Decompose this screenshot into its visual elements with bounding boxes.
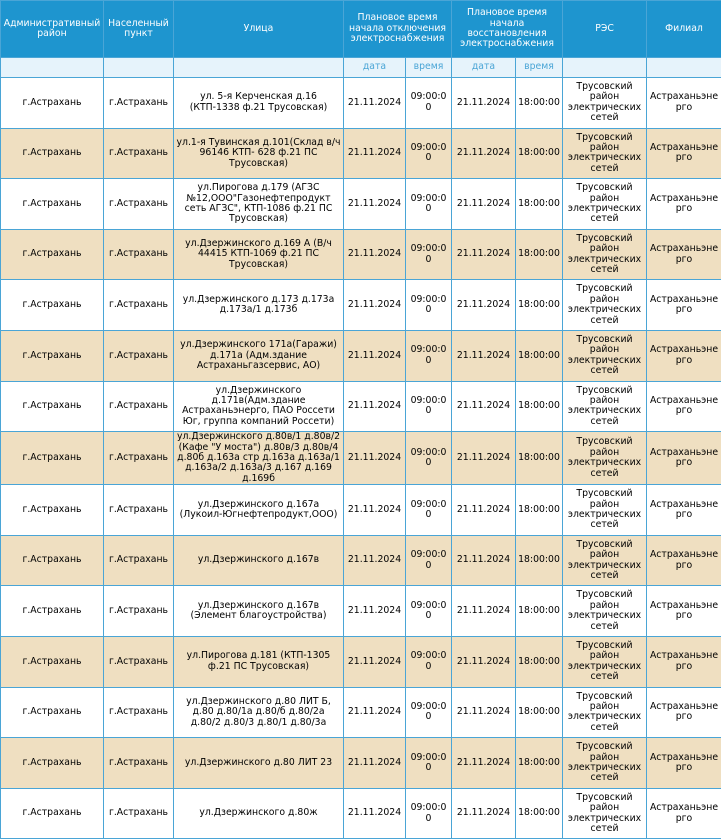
- cell-on-date: 21.11.2024: [452, 432, 516, 485]
- subheader-empty: [104, 58, 174, 78]
- cell-off-time: 09:00:00: [406, 432, 452, 485]
- cell-street: ул.Дзержинского д.167в: [174, 535, 344, 586]
- cell-street: ул.Дзержинского д.80в/1 д.80в/2 (Кафе "У моста") д.80в/3 д.80в/4 д.80б д.163а стр д.163а д.163а/1 д.163а/2 д.163а/3 д.167 д.169 д.169б: [174, 432, 344, 485]
- table-row: [1, 738, 721, 789]
- cell-branch: Астраханьэнерго: [647, 586, 721, 637]
- table-row: [1, 535, 721, 586]
- header-row: [1, 1, 721, 58]
- cell-res: Трусовский район электрических сетей: [563, 432, 647, 485]
- cell-on-date: 21.11.2024: [452, 128, 516, 179]
- cell-off-date: 21.11.2024: [344, 738, 406, 789]
- cell-branch: Астраханьэнерго: [647, 229, 721, 280]
- header-planned-off: Плановое время начала отключения электроснабжения: [344, 1, 452, 58]
- header-branch: Филиал: [647, 1, 721, 58]
- cell-on-time: 18:00:00: [516, 280, 563, 331]
- cell-off-time: 09:00:00: [406, 687, 452, 738]
- cell-branch: Астраханьэнерго: [647, 179, 721, 230]
- cell-off-date: 21.11.2024: [344, 78, 406, 129]
- cell-branch: Астраханьэнерго: [647, 535, 721, 586]
- cell-res: Трусовский район электрических сетей: [563, 738, 647, 789]
- table-row: [1, 432, 721, 485]
- cell-off-time: 09:00:00: [406, 229, 452, 280]
- cell-on-date: 21.11.2024: [452, 280, 516, 331]
- cell-branch: Астраханьэнерго: [647, 687, 721, 738]
- cell-street: ул.Дзержинского д.167в (Элемент благоустройства): [174, 586, 344, 637]
- cell-district: г.Астрахань: [1, 535, 104, 586]
- cell-on-date: 21.11.2024: [452, 381, 516, 432]
- cell-on-time: 18:00:00: [516, 788, 563, 839]
- header-street: Улица: [174, 1, 344, 58]
- cell-res: Трусовский район электрических сетей: [563, 229, 647, 280]
- cell-on-date: 21.11.2024: [452, 687, 516, 738]
- cell-street: ул.Дзержинского д.169 А (В/ч 44415 КТП-1069 ф.21 ПС Трусовская): [174, 229, 344, 280]
- table-row: [1, 229, 721, 280]
- cell-district: г.Астрахань: [1, 432, 104, 485]
- cell-street: ул.Дзержинского д.80 ЛИТ Б, д.80 д.80/1а д.80/б д.80/2а д.80/2 д.80/3 д.80/1 д.80/3а: [174, 687, 344, 738]
- cell-locality: г.Астрахань: [104, 330, 174, 381]
- cell-on-date: 21.11.2024: [452, 788, 516, 839]
- cell-locality: г.Астрахань: [104, 687, 174, 738]
- cell-street: ул.Пирогова д.179 (АГЗС №12,ООО"Газонефтепродукт сеть АГЗС", КТП-1086 ф.21 ПС Трусовская): [174, 179, 344, 230]
- cell-on-date: 21.11.2024: [452, 179, 516, 230]
- cell-district: г.Астрахань: [1, 381, 104, 432]
- cell-branch: Астраханьэнерго: [647, 636, 721, 687]
- cell-district: г.Астрахань: [1, 280, 104, 331]
- table-row: [1, 788, 721, 839]
- cell-res: Трусовский район электрических сетей: [563, 636, 647, 687]
- cell-branch: Астраханьэнерго: [647, 485, 721, 536]
- cell-off-time: 09:00:00: [406, 280, 452, 331]
- cell-branch: Астраханьэнерго: [647, 280, 721, 331]
- table-row: [1, 636, 721, 687]
- cell-res: Трусовский район электрических сетей: [563, 687, 647, 738]
- cell-on-time: 18:00:00: [516, 586, 563, 637]
- cell-off-date: 21.11.2024: [344, 687, 406, 738]
- cell-street: ул.Пирогова д.181 (КТП-1305 ф.21 ПС Трусовская): [174, 636, 344, 687]
- header-res: РЭС: [563, 1, 647, 58]
- subheader-empty: [1, 58, 104, 78]
- cell-off-time: 09:00:00: [406, 381, 452, 432]
- cell-off-date: 21.11.2024: [344, 636, 406, 687]
- cell-district: г.Астрахань: [1, 788, 104, 839]
- cell-branch: Астраханьэнерго: [647, 432, 721, 485]
- cell-locality: г.Астрахань: [104, 586, 174, 637]
- header-planned-on: Плановое время начала восстановления электроснабжения: [452, 1, 563, 58]
- cell-locality: г.Астрахань: [104, 280, 174, 331]
- subheader-empty: [563, 58, 647, 78]
- cell-off-date: 21.11.2024: [344, 381, 406, 432]
- cell-res: Трусовский район электрических сетей: [563, 535, 647, 586]
- cell-locality: г.Астрахань: [104, 229, 174, 280]
- cell-on-date: 21.11.2024: [452, 586, 516, 637]
- cell-off-date: 21.11.2024: [344, 229, 406, 280]
- cell-off-time: 09:00:00: [406, 128, 452, 179]
- cell-branch: Астраханьэнерго: [647, 738, 721, 789]
- cell-locality: г.Астрахань: [104, 788, 174, 839]
- cell-on-date: 21.11.2024: [452, 738, 516, 789]
- table-row: [1, 78, 721, 129]
- subheader-empty: [647, 58, 721, 78]
- cell-branch: Астраханьэнерго: [647, 381, 721, 432]
- cell-off-date: 21.11.2024: [344, 535, 406, 586]
- table-row: [1, 179, 721, 230]
- cell-district: г.Астрахань: [1, 78, 104, 129]
- cell-branch: Астраханьэнерго: [647, 788, 721, 839]
- cell-branch: Астраханьэнерго: [647, 128, 721, 179]
- cell-street: ул.Дзержинского 171а(Гаражи) д.171а (Адм.здание Астраханьгазсервис, АО): [174, 330, 344, 381]
- cell-street: ул.Дзержинского д.167а (Лукоил-Югнефтепродукт,ООО): [174, 485, 344, 536]
- cell-locality: г.Астрахань: [104, 535, 174, 586]
- cell-locality: г.Астрахань: [104, 179, 174, 230]
- cell-on-date: 21.11.2024: [452, 485, 516, 536]
- cell-district: г.Астрахань: [1, 179, 104, 230]
- cell-on-time: 18:00:00: [516, 78, 563, 129]
- cell-off-date: 21.11.2024: [344, 179, 406, 230]
- table-row: [1, 280, 721, 331]
- cell-off-date: 21.11.2024: [344, 280, 406, 331]
- cell-street: ул.Дзержинского д.171в(Адм.здание Астраханьэнерго, ПАО Россети Юг, группа компаний Россети): [174, 381, 344, 432]
- cell-off-time: 09:00:00: [406, 535, 452, 586]
- cell-off-time: 09:00:00: [406, 636, 452, 687]
- table-body: [1, 78, 721, 839]
- table-row: [1, 330, 721, 381]
- cell-district: г.Астрахань: [1, 330, 104, 381]
- subheader-on-date: дата: [452, 58, 516, 78]
- cell-off-date: 21.11.2024: [344, 485, 406, 536]
- cell-res: Трусовский район электрических сетей: [563, 485, 647, 536]
- cell-on-time: 18:00:00: [516, 229, 563, 280]
- table-row: [1, 381, 721, 432]
- cell-locality: г.Астрахань: [104, 381, 174, 432]
- cell-on-time: 18:00:00: [516, 535, 563, 586]
- cell-res: Трусовский район электрических сетей: [563, 78, 647, 129]
- cell-district: г.Астрахань: [1, 128, 104, 179]
- cell-on-time: 18:00:00: [516, 179, 563, 230]
- cell-street: ул.Дзержинского д.80ж: [174, 788, 344, 839]
- cell-on-date: 21.11.2024: [452, 535, 516, 586]
- cell-district: г.Астрахань: [1, 229, 104, 280]
- cell-on-time: 18:00:00: [516, 381, 563, 432]
- header-district: Административный район: [1, 1, 104, 58]
- cell-off-date: 21.11.2024: [344, 330, 406, 381]
- cell-district: г.Астрахань: [1, 687, 104, 738]
- cell-locality: г.Астрахань: [104, 78, 174, 129]
- cell-on-date: 21.11.2024: [452, 229, 516, 280]
- cell-locality: г.Астрахань: [104, 485, 174, 536]
- cell-on-time: 18:00:00: [516, 432, 563, 485]
- cell-on-date: 21.11.2024: [452, 78, 516, 129]
- cell-res: Трусовский район электрических сетей: [563, 586, 647, 637]
- table-row: [1, 128, 721, 179]
- cell-locality: г.Астрахань: [104, 738, 174, 789]
- cell-off-time: 09:00:00: [406, 330, 452, 381]
- subheader-off-date: дата: [344, 58, 406, 78]
- cell-res: Трусовский район электрических сетей: [563, 788, 647, 839]
- cell-district: г.Астрахань: [1, 636, 104, 687]
- cell-off-date: 21.11.2024: [344, 788, 406, 839]
- cell-on-time: 18:00:00: [516, 330, 563, 381]
- cell-locality: г.Астрахань: [104, 636, 174, 687]
- cell-res: Трусовский район электрических сетей: [563, 128, 647, 179]
- cell-off-date: 21.11.2024: [344, 128, 406, 179]
- cell-district: г.Астрахань: [1, 485, 104, 536]
- cell-street: ул. 5-я Керченская д.16 (КТП-1338 ф.21 Трусовская): [174, 78, 344, 129]
- cell-district: г.Астрахань: [1, 738, 104, 789]
- cell-res: Трусовский район электрических сетей: [563, 280, 647, 331]
- cell-on-time: 18:00:00: [516, 128, 563, 179]
- cell-street: ул.1-я Тувинская д.101(Склад в/ч 96146 КТП- 628 ф.21 ПС Трусовская): [174, 128, 344, 179]
- cell-locality: г.Астрахань: [104, 432, 174, 485]
- cell-off-time: 09:00:00: [406, 179, 452, 230]
- cell-on-time: 18:00:00: [516, 636, 563, 687]
- cell-branch: Астраханьэнерго: [647, 330, 721, 381]
- table-row: [1, 687, 721, 738]
- cell-off-time: 09:00:00: [406, 788, 452, 839]
- cell-street: ул.Дзержинского д.80 ЛИТ 23: [174, 738, 344, 789]
- cell-off-time: 09:00:00: [406, 78, 452, 129]
- table-row: [1, 485, 721, 536]
- cell-locality: г.Астрахань: [104, 128, 174, 179]
- cell-off-date: 21.11.2024: [344, 586, 406, 637]
- cell-district: г.Астрахань: [1, 586, 104, 637]
- cell-on-date: 21.11.2024: [452, 330, 516, 381]
- cell-off-time: 09:00:00: [406, 485, 452, 536]
- subheader-row: [1, 58, 721, 78]
- cell-off-date: 21.11.2024: [344, 432, 406, 485]
- table-row: [1, 586, 721, 637]
- subheader-off-time: время: [406, 58, 452, 78]
- cell-on-time: 18:00:00: [516, 687, 563, 738]
- cell-on-time: 18:00:00: [516, 738, 563, 789]
- cell-off-time: 09:00:00: [406, 586, 452, 637]
- cell-res: Трусовский район электрических сетей: [563, 179, 647, 230]
- subheader-empty: [174, 58, 344, 78]
- cell-res: Трусовский район электрических сетей: [563, 330, 647, 381]
- cell-on-date: 21.11.2024: [452, 636, 516, 687]
- cell-res: Трусовский район электрических сетей: [563, 381, 647, 432]
- header-locality: Населенный пункт: [104, 1, 174, 58]
- subheader-on-time: время: [516, 58, 563, 78]
- cell-off-time: 09:00:00: [406, 738, 452, 789]
- cell-on-time: 18:00:00: [516, 485, 563, 536]
- cell-branch: Астраханьэнерго: [647, 78, 721, 129]
- cell-street: ул.Дзержинского д.173 д.173а д.173а/1 д.173б: [174, 280, 344, 331]
